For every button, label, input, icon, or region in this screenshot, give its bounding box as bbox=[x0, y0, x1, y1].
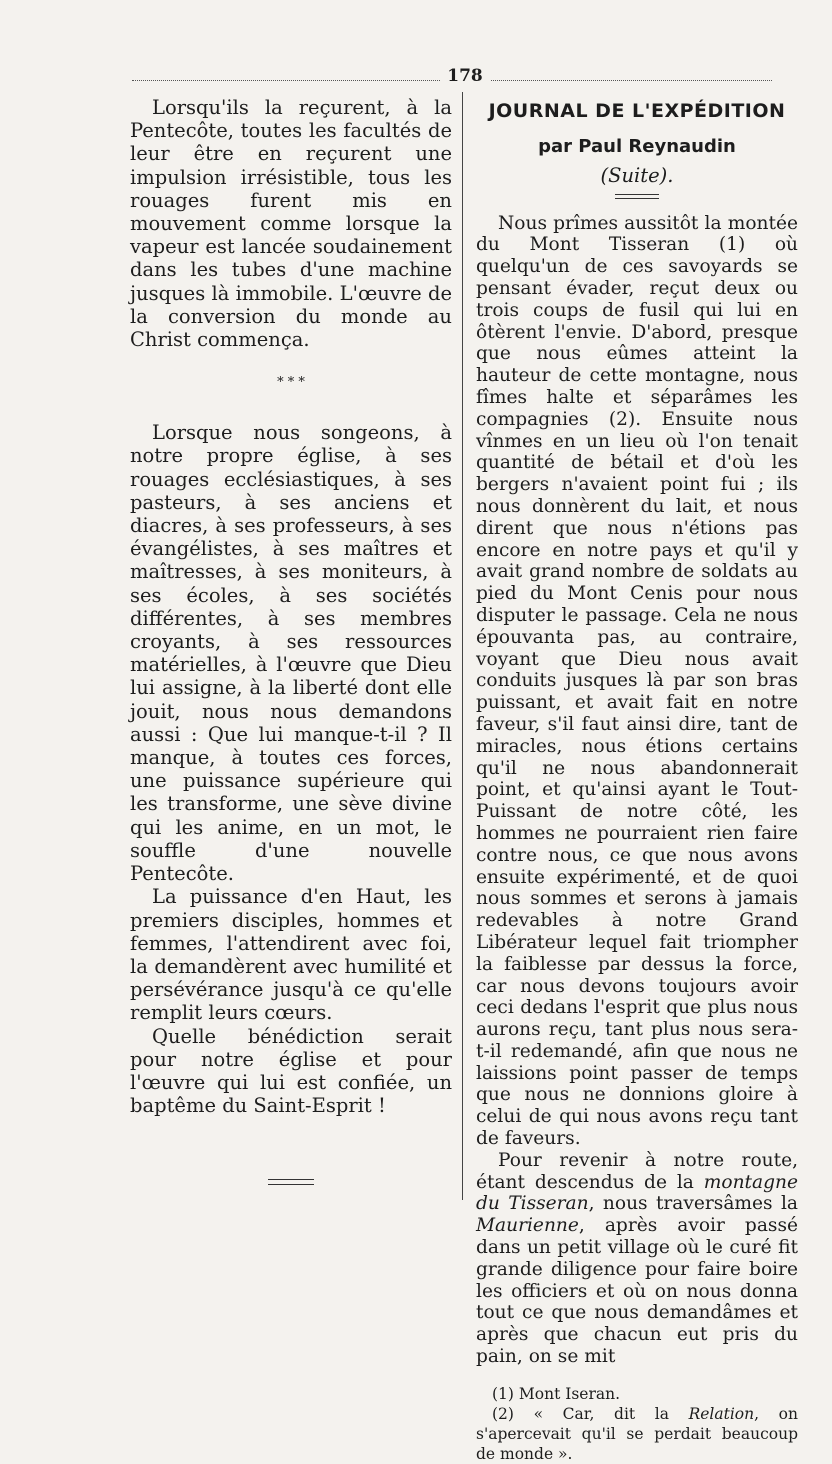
left-end-divider bbox=[268, 1179, 314, 1185]
footnotes bbox=[476, 1384, 798, 1464]
article-title: JOURNAL DE L'EXPÉDITION bbox=[488, 100, 786, 122]
left-paragraph-2: Lorsque nous songeons, à notre propre église, à ses rouages ecclésiastiques, à ses pasteurs, à ses anciens et diacres, à ses professeurs, à ses évangélistes, à ses maîtres et maîtresses, à ses moniteurs, à ses écoles, à ses sociétés différentes, à ses membres croyants, à ses ressources matérielles, à l'œuvre que Dieu lui assigne, à la liberté dont elle jouit, nous nous demandons aussi : Que lui manque-t-il ? Il manque, à toutes ces forces, une puissance supérieure qui les transforme, une sève divine qui les anime, en un mot, le souffle d'une nouvelle Pentecôte. bbox=[130, 421, 452, 886]
right-column bbox=[476, 96, 798, 1464]
footnote-2: (2) « Car, dit la Relation, on s'apercevait qu'il se perdait beaucoup de monde ». bbox=[476, 1404, 798, 1463]
left-column bbox=[130, 96, 452, 1185]
page-number: 178 bbox=[440, 66, 490, 86]
column-divider bbox=[462, 92, 463, 1200]
title-divider bbox=[615, 194, 659, 199]
right-paragraph-2: Pour revenir à notre route, étant descendus de la montagne du Tisseran, nous traversâmes la Maurienne, après avoir passé dans un petit village où le curé fit grande diligence pour faire boire les officiers et où on nous donna tout ce que nous demandâmes et après que chacun eut pris du pain, on se mit bbox=[476, 1149, 798, 1368]
footnote-1: (1) Mont Iseran. bbox=[492, 1384, 621, 1403]
left-paragraph-1: Lorsqu'ils la reçurent, à la Pentecôte, toutes les facultés de leur être en reçurent une impulsion irrésistible, tous les rouages furent mis en mouvement comme lorsque la vapeur est lancée soudainement dans les tubes d'une machine jusques là immobile. L'œuvre de la conversion du monde au Christ commença. bbox=[130, 96, 452, 352]
left-paragraph-4: Quelle bénédiction serait pour notre église et pour l'œuvre qui lui est confiée, un baptême du Saint-Esprit ! bbox=[130, 1024, 452, 1118]
section-separator: * * * bbox=[277, 375, 305, 391]
left-paragraph-3: La puissance d'en Haut, les premiers disciples, hommes et femmes, l'attendirent avec foi, la demandèrent avec humilité et persévérance jusqu'à ce qu'elle remplit leurs cœurs. bbox=[130, 885, 452, 1025]
place-name: Maurienne bbox=[476, 1215, 579, 1237]
right-paragraph-1: Nous prîmes aussitôt la montée du Mont Tisseran (1) où quelqu'un de ces savoyards se pensant évader, reçut deux ou trois coups de fusil qui lui en ôtèrent l'envie. D'abord, presque que nous eûmes atteint la hauteur de cette montagne, nous fîmes halte et séparâmes les compagnies (2). Ensuite nous vînmes en un lieu où l'on tenait quantité de bétail et d'où les bergers n'avaient point fui ; ils nous donnèrent du lait, et nous dirent que nous n'étions pas encore en notre pays et qu'il y avait grand nombre de soldats au pied du Mont Cenis pour nous disputer le passage. Cela ne nous épouvanta pas, au contraire, voyant que Dieu nous avait conduits jusques là par son bras puissant, et avait fait en notre faveur, s'il faut ainsi dire, tant de miracles, nous étions certains qu'il ne nous abandonnerait point, et qu'ainsi ayant le Tout-Puissant de notre côté, les hommes ne pourraient rien faire contre nous, ce que nous avons ensuite expérimenté, et de quoi nous sommes et serons à jamais redevables à notre Grand Libérateur lequel fait triompher la faiblesse par dessus la force, car nous devons toujours avoir ceci dedans l'esprit que plus nous aurons reçu, tant plus nous sera-t-il redemandé, afin que nous ne laissions point passer de temps que nous ne donnions gloire à celui de qui nous avons reçu tant de faveurs. bbox=[476, 212, 798, 1150]
article-continued: (Suite). bbox=[600, 164, 674, 188]
article-author: par Paul Reynaudin bbox=[538, 136, 736, 158]
place-name: montagne du Tisseran bbox=[476, 1171, 798, 1215]
